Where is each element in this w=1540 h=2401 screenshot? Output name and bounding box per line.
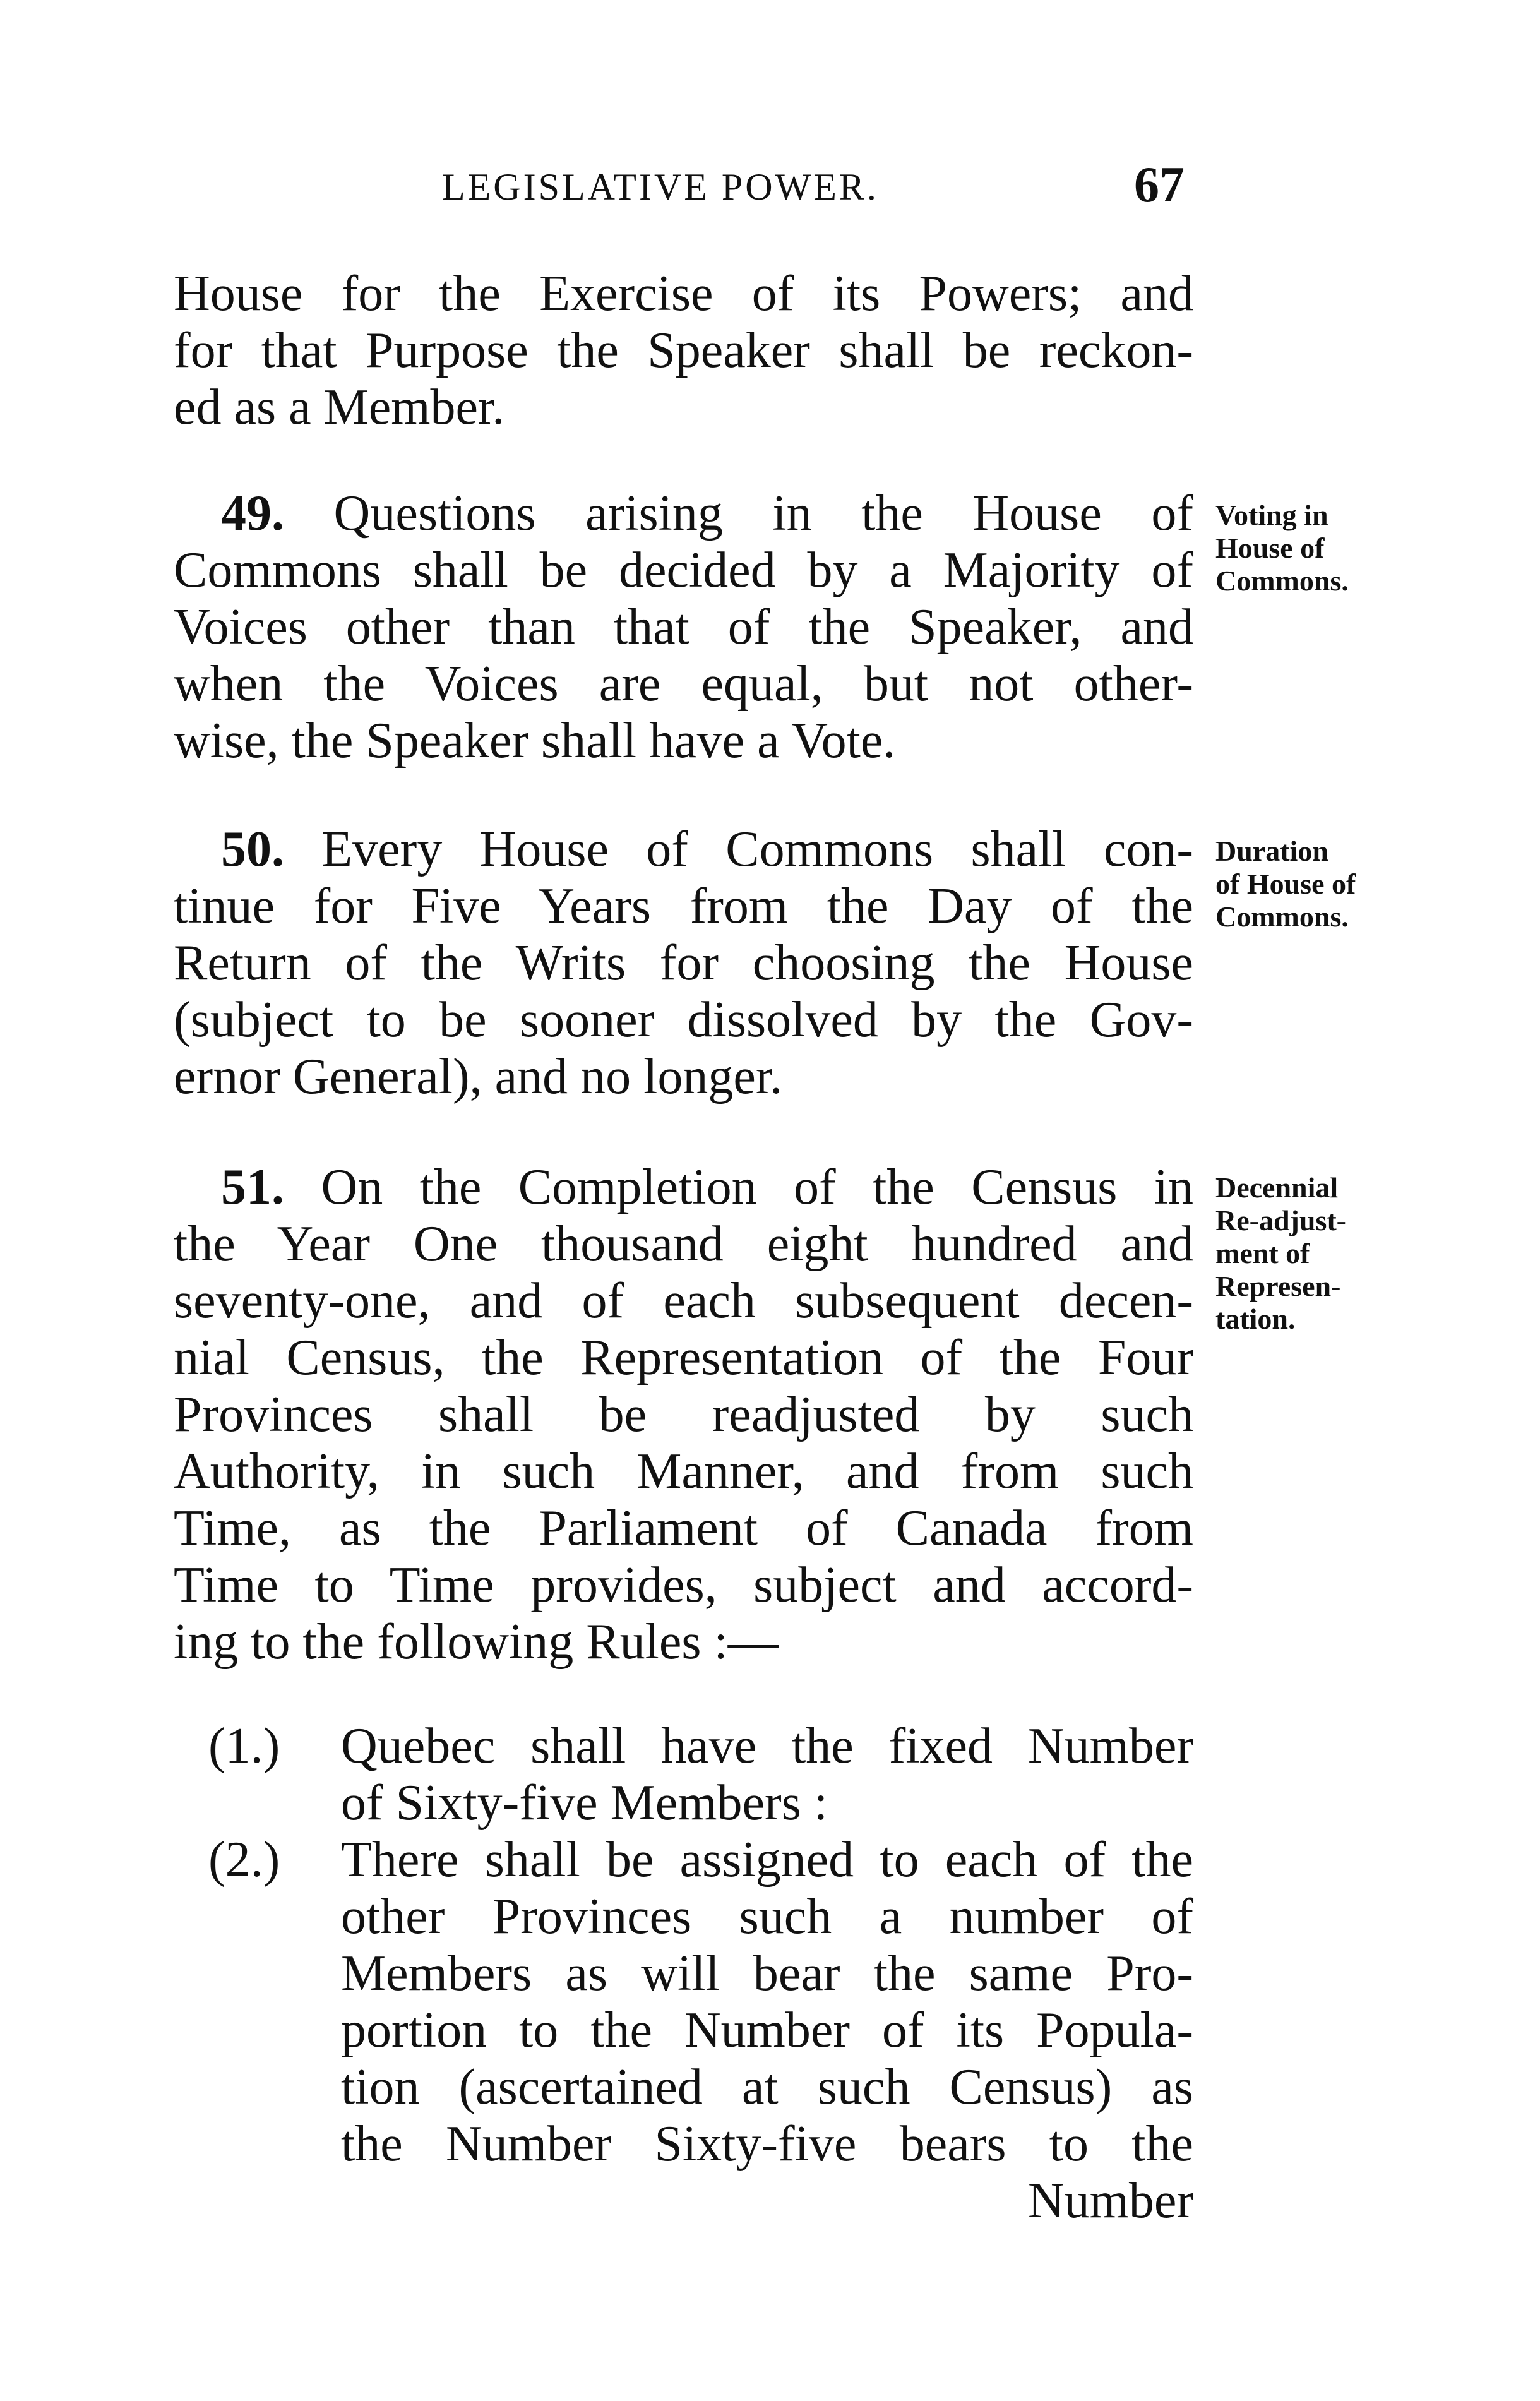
margin-note-51-line-5: tation. [1215,1303,1296,1335]
rule-2-line-5: tion (ascertained at such Census) as [341,2059,1193,2115]
section-51-line-4: nial Census, the Representation of the Four [174,1330,1193,1386]
section-50-line-5: ernor General), and no longer. [174,1049,783,1105]
section-50-line-1: 50. Every House of Commons shall con- [221,822,1193,877]
section-51-line-2: the Year One thousand eight hundred and [174,1216,1193,1272]
rule-1-line-1: Quebec shall have the fixed Number [341,1718,1193,1774]
section-51-line-7: Time, as the Parliament of Canada from [174,1500,1193,1556]
rule-1-marker: (1.) [208,1718,280,1774]
margin-note-51 [1215,1171,1481,1336]
section-51-line-5: Provinces shall be readjusted by such [174,1387,1193,1442]
page-number: 67 [1134,157,1185,213]
margin-note-51-line-4: Represen- [1215,1270,1341,1302]
margin-note-51-line-3: ment of [1215,1237,1310,1269]
rule-1-line-2: of Sixty-five Members : [341,1775,828,1831]
section-51-line-6: Authority, in such Manner, and from such [174,1444,1193,1499]
margin-note-50-line-3: Commons. [1215,901,1349,933]
margin-note-50 [1215,835,1481,933]
rule-2-line-2: other Provinces such a number of [341,1889,1193,1944]
rule-2-line-3: Members as will bear the same Pro- [341,1946,1193,2001]
section-49-number: 49. [221,486,284,541]
section-49-line-4: when the Voices are equal, but not other- [174,656,1193,712]
section-50-number: 50. [221,822,284,877]
margin-note-50-line-2: of House of [1215,868,1356,900]
catchword: Number [1027,2173,1193,2229]
section-50-line-3: Return of the Writs for choosing the House [174,935,1193,991]
margin-note-49-line-2: House of [1215,532,1325,564]
section-50-line-2: tinue for Five Years from the Day of the [174,878,1193,934]
running-header: LEGISLATIVE POWER. [442,166,879,208]
margin-note-49 [1215,499,1481,597]
rule-2-line-4: portion to the Number of its Popula- [341,2003,1193,2058]
section-51-line-1: 51. On the Completion of the Census in [221,1159,1194,1215]
margin-note-50-line-1: Duration [1215,835,1328,867]
section-49-line-1: 49. Questions arising in the House of [221,486,1194,541]
section-49-line-5: wise, the Speaker shall have a Vote. [174,713,896,769]
opening-line-2: for that Purpose the Speaker shall be reckon- [174,323,1193,378]
rule-2-line-1: There shall be assigned to each of the [341,1832,1193,1888]
section-49-line-3: Voices other than that of the Speaker, and [174,599,1193,655]
section-51-line-8: Time to Time provides, subject and accord- [174,1557,1193,1613]
section-51-line-9: ing to the following Rules :— [174,1614,779,1670]
margin-note-51-line-1: Decennial [1215,1171,1339,1204]
section-51-line-3: seventy-one, and of each subsequent decen- [174,1273,1193,1329]
section-51-number: 51. [221,1159,284,1215]
margin-note-51-line-2: Re-adjust- [1215,1204,1346,1236]
rule-2-marker: (2.) [208,1832,280,1888]
margin-note-49-line-1: Voting in [1215,499,1328,531]
margin-note-49-line-3: Commons. [1215,565,1349,597]
section-49-line-2: Commons shall be decided by a Majority of [174,542,1193,598]
opening-line-1: House for the Exercise of its Powers; and [174,266,1193,321]
opening-line-3: ed as a Member. [174,380,505,435]
rule-2-line-6: the Number Sixty-five bears to the [341,2116,1193,2172]
section-50-line-4: (subject to be sooner dissolved by the Gov- [174,992,1193,1048]
